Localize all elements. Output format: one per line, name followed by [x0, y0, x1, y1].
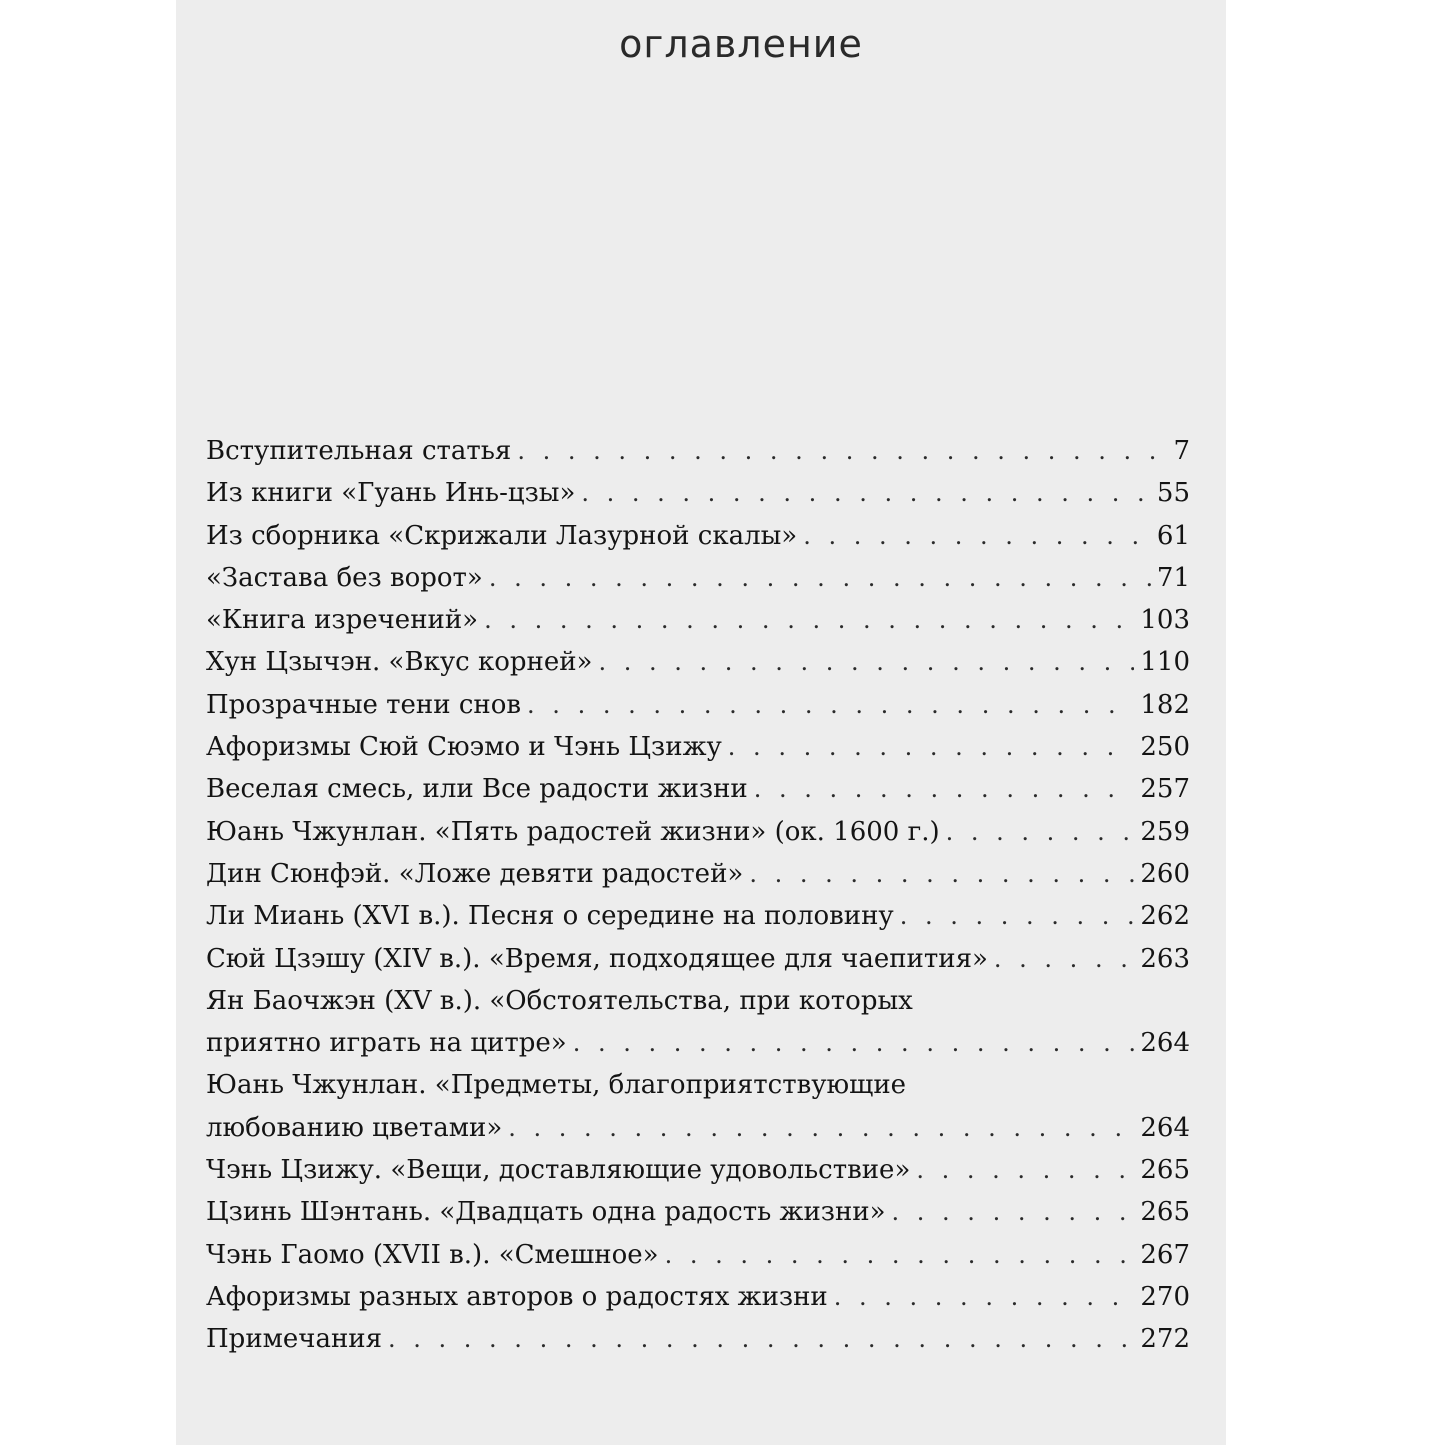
- toc-entry-title: «Застава без ворот»: [206, 562, 483, 593]
- toc-entry: [206, 599, 1190, 641]
- dot-leader: [900, 895, 1135, 937]
- toc-entry-title: Вступительная статья: [206, 436, 512, 466]
- toc-entry-page: 7: [1173, 436, 1190, 466]
- table-of-contents: [206, 430, 1190, 1361]
- toc-entry: [206, 472, 1190, 514]
- toc-entry-title: Ян Баочжэн (XV в.). «Обстоятельства, при которых: [206, 985, 913, 1016]
- toc-entry-title: Прозрачные тени снов: [206, 689, 522, 720]
- toc-entry: [206, 1191, 1190, 1233]
- toc-entry-title: Юань Чжунлан. «Пять радостей жизни» (ок. 1600 г.): [206, 816, 940, 847]
- toc-entry-title: Чэнь Гаомо (XVII в.). «Смешное»: [206, 1239, 659, 1270]
- toc-entry-title: любованию цветами»: [206, 1112, 503, 1143]
- toc-entry-title: Из книги «Гуань Инь-цзы»: [206, 478, 576, 509]
- toc-entry-title: Цзинь Шэнтань. «Двадцать одна радость жизни»: [206, 1197, 886, 1228]
- toc-entry: [206, 557, 1190, 599]
- toc-entry-page: 259: [1140, 816, 1190, 847]
- toc-entry-title: приятно играть на цитре»: [206, 1028, 567, 1059]
- toc-entry: [206, 430, 1190, 472]
- page-title: оглавление: [619, 22, 863, 66]
- toc-entry-page: 265: [1140, 1197, 1190, 1228]
- toc-entry-page: 55: [1156, 478, 1190, 509]
- toc-entry-title: Чэнь Цзижу. «Вещи, доставляющие удовольствие»: [206, 1155, 911, 1186]
- toc-entry-page: 61: [1156, 520, 1190, 551]
- toc-entry: [206, 980, 1190, 1022]
- toc-entry-title: Ли Миань (XVI в.). Песня о середине на половину: [206, 901, 894, 932]
- dot-leader: [489, 557, 1151, 599]
- toc-entry: [206, 811, 1190, 853]
- dot-leader: [665, 1234, 1135, 1276]
- toc-entry: [206, 641, 1190, 683]
- toc-entry-page: 110: [1140, 647, 1190, 678]
- toc-entry-title: «Книга изречений»: [206, 605, 479, 636]
- dot-leader: [749, 853, 1134, 895]
- toc-entry: [206, 1064, 1190, 1106]
- dot-leader: [508, 1107, 1134, 1149]
- dot-leader: [388, 1318, 1134, 1360]
- dot-leader: [728, 726, 1135, 768]
- toc-entry-title: Дин Сюнфэй. «Ложе девяти радостей»: [206, 858, 744, 889]
- dot-leader: [803, 515, 1151, 557]
- toc-entry-title: Афоризмы разных авторов о радостях жизни: [206, 1281, 828, 1312]
- toc-entry-title: Юань Чжунлан. «Предметы, благоприятствующие: [206, 1070, 907, 1101]
- toc-entry-title: Из сборника «Скрижали Лазурной скалы»: [206, 520, 798, 551]
- toc-entry-title: Веселая смесь, или Все радости жизни: [206, 774, 748, 805]
- toc-entry-page: 262: [1140, 901, 1190, 932]
- dot-leader: [573, 1022, 1135, 1064]
- toc-entry: [206, 768, 1190, 810]
- toc-entry-title: Афоризмы Сюй Сюэмо и Чэнь Цзижу: [206, 732, 722, 763]
- dot-leader: [598, 641, 1134, 683]
- toc-entry-page: 272: [1140, 1324, 1190, 1355]
- toc-entry-title: Сюй Цзэшу (XIV в.). «Время, подходящее для чаепития»: [206, 943, 988, 974]
- toc-entry-title: Примечания: [206, 1324, 383, 1355]
- dot-leader: [834, 1276, 1135, 1318]
- dot-leader: [581, 472, 1151, 514]
- toc-entry-page: 103: [1140, 605, 1190, 636]
- dot-leader: [892, 1191, 1135, 1233]
- toc-entry: [206, 515, 1190, 557]
- book-page: [176, 0, 1226, 1445]
- toc-entry-page: 250: [1140, 732, 1190, 763]
- toc-entry-title: Хун Цзычэн. «Вкус корней»: [206, 647, 593, 678]
- toc-entry-page: 270: [1140, 1281, 1190, 1312]
- toc-entry: [206, 1318, 1190, 1360]
- toc-entry-page: 71: [1156, 562, 1190, 593]
- toc-entry-page: 257: [1140, 774, 1190, 805]
- toc-entry: [206, 684, 1190, 726]
- toc-entry-page: 265: [1140, 1155, 1190, 1186]
- toc-entry: [206, 1234, 1190, 1276]
- dot-leader: [916, 1149, 1134, 1191]
- dot-leader: [527, 684, 1134, 726]
- toc-entry: [206, 1107, 1190, 1149]
- toc-entry-page: 264: [1140, 1028, 1190, 1059]
- toc-entry: [206, 1149, 1190, 1191]
- toc-entry: [206, 853, 1190, 895]
- toc-entry: [206, 938, 1190, 980]
- toc-entry: [206, 895, 1190, 937]
- dot-leader: [484, 599, 1134, 641]
- dot-leader: [754, 768, 1135, 810]
- dot-leader: [946, 811, 1135, 853]
- dot-leader: [517, 430, 1167, 472]
- dot-leader: [994, 938, 1134, 980]
- toc-entry: [206, 726, 1190, 768]
- toc-entry-page: 182: [1140, 689, 1190, 720]
- toc-entry: [206, 1276, 1190, 1318]
- toc-entry: [206, 1022, 1190, 1064]
- toc-entry-page: 260: [1140, 858, 1190, 889]
- toc-entry-page: 264: [1140, 1112, 1190, 1143]
- toc-entry-page: 267: [1140, 1239, 1190, 1270]
- toc-entry-page: 263: [1140, 943, 1190, 974]
